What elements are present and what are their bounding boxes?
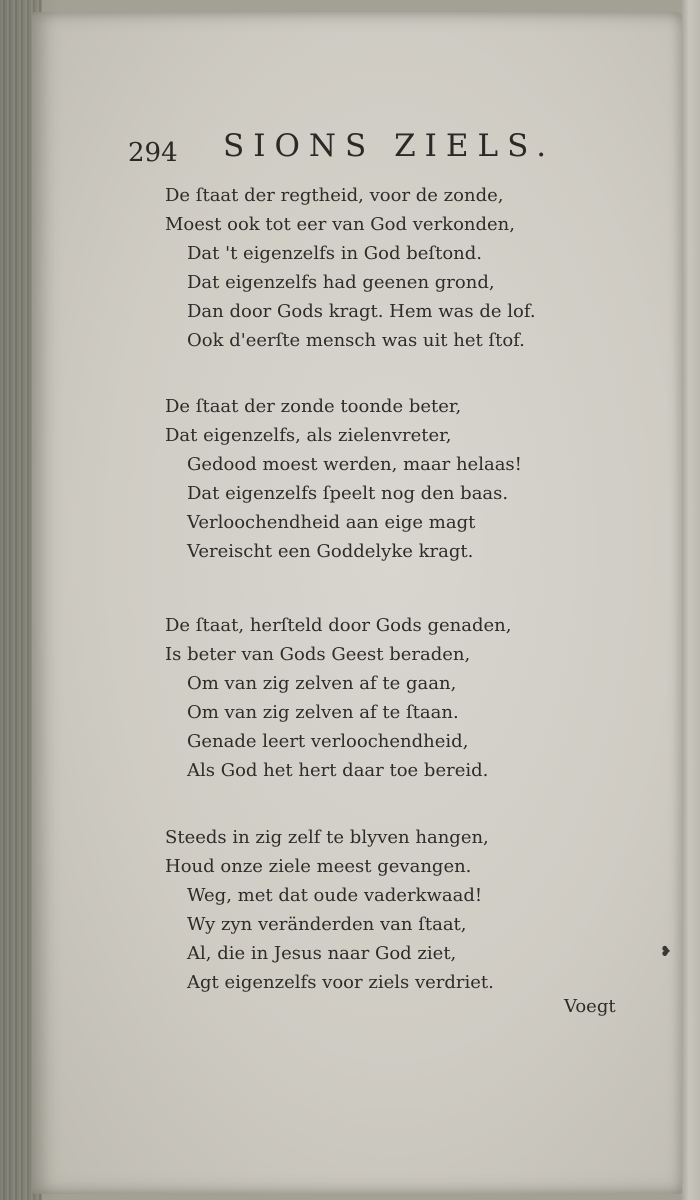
facing-page-edge [682,0,700,1200]
page-number: 294 [128,138,178,168]
verse-line: Dan door Gods kragt. Hem was de lof. [187,301,536,322]
verse-line: Dat eigenzelfs, als zielenvreter, [165,425,452,446]
verse-line: Weg, met dat oude vaderkwaad! [187,885,483,906]
margin-mark-icon: ❥ [660,944,672,960]
verse-line: Om van zig zelven af te gaan, [187,673,457,694]
verse-line: Gedood moest werden, maar helaas! [187,454,522,475]
verse-line: Om van zig zelven af te ſtaan. [187,702,459,723]
catchword: Voegt [564,996,616,1017]
verse-line: Steeds in zig zelf te blyven hangen, [165,827,489,848]
stanza-2 [165,392,522,566]
stanza-4 [165,823,494,997]
verse-line: Wy zyn veränderden van ſtaat, [187,914,467,935]
verse-line: Dat eigenzelfs had geenen grond, [187,272,495,293]
verse-line: Al, die in Jesus naar God ziet, [187,943,457,964]
verse-line: Moest ook tot eer van God verkonden, [165,214,515,235]
verse-line: Ook d'eerſte mensch was uit het ſtof. [187,330,525,351]
verse-line: Houd onze ziele meest gevangen. [165,856,472,877]
verse-line: Is beter van Gods Geest beraden, [165,644,471,665]
verse-line: Dat eigenzelfs ſpeelt nog den baas. [187,483,509,504]
verse-line: De ſtaat, herſteld door Gods genaden, [165,615,512,636]
verse-line: Agt eigenzelfs voor ziels verdriet. [187,972,494,993]
stanza-3 [165,611,511,785]
verse-line: Als God het hert daar toe bereid. [187,760,489,781]
verse-line: Vereischt een Goddelyke kragt. [187,541,474,562]
verse-line: De ſtaat der regtheid, voor de zonde, [165,185,504,206]
verse-line: Dat 't eigenzelfs in God beſtond. [187,243,482,264]
running-title: SIONS ZIELS. [223,128,556,164]
verse-line: Verloochendheid aan eige magt [187,512,476,533]
verse-line: Genade leert verloochendheid, [187,731,469,752]
verse-line: De ſtaat der zonde toonde beter, [165,396,462,417]
stanza-1 [165,181,536,355]
